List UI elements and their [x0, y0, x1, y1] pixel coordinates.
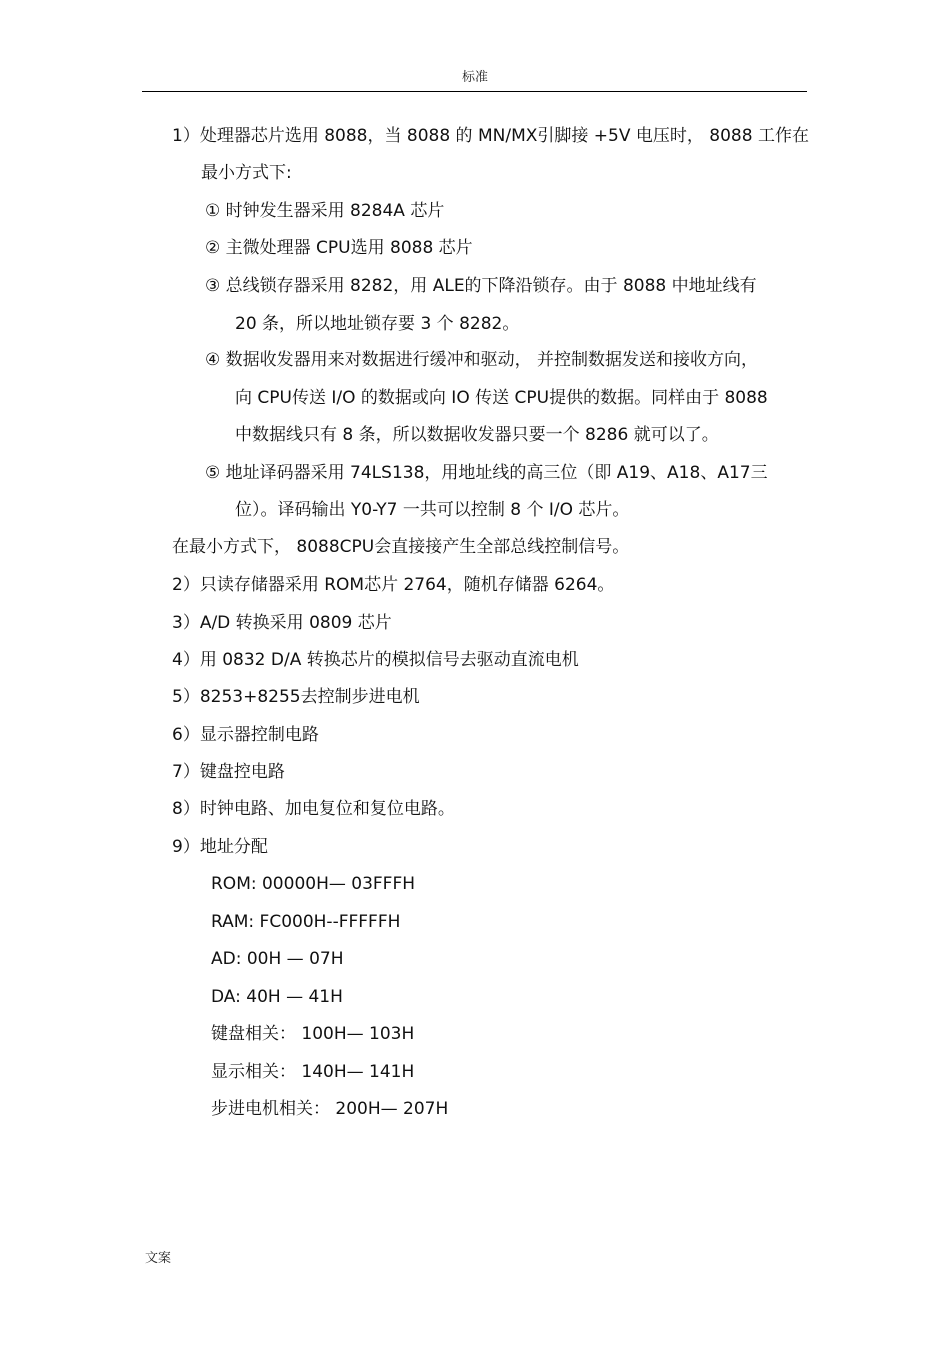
list-item: 2）只读存储器采用 ROM芯片 2764，随机存储器 6264。 [172, 575, 615, 595]
address-ram: RAM: FC000H--FFFFFH [211, 912, 401, 932]
sub-item-4-line-2: 向 CPU传送 I/O 的数据或向 IO 传送 CPU提供的数据。同样由于 8088 [235, 388, 768, 408]
sub-item-3-line-1: ③ 总线锁存器采用 8282，用 ALE的下降沿锁存。由于 8088 中地址线有 [205, 276, 757, 296]
address-keyboard: 键盘相关： 100H— 103H [211, 1024, 415, 1044]
list-item: 4）用 0832 D/A 转换芯片的模拟信号去驱动直流电机 [172, 650, 579, 670]
list-item: 6）显示器控制电路 [172, 725, 319, 745]
sub-item-4-line-3: 中数据线只有 8 条，所以数据收发器只要一个 8286 就可以了。 [235, 425, 719, 445]
header-rule [142, 91, 807, 92]
sub-item-5-line-2: 位）。译码输出 Y0-Y7 一共可以控制 8 个 I/O 芯片。 [235, 500, 630, 520]
sub-item-5-line-1: ⑤ 地址译码器采用 74LS138，用地址线的高三位（即 A19、A18、A17三 [205, 463, 768, 483]
summary-line: 在最小方式下， 8088CPU会直接接产生全部总线控制信号。 [172, 537, 630, 557]
address-stepper: 步进电机相关： 200H— 207H [211, 1099, 449, 1119]
sub-item-1: ① 时钟发生器采用 8284A 芯片 [205, 201, 445, 221]
sub-item-2: ② 主微处理器 CPU选用 8088 芯片 [205, 238, 473, 258]
address-ad: AD: 00H — 07H [211, 949, 344, 969]
item-1-line-1: 1）处理器芯片选用 8088，当 8088 的 MN/MX引脚接 +5V 电压时， 8088 工作在 [172, 126, 809, 146]
page-footer: 文案 [145, 1251, 172, 1266]
list-item: 5）8253+8255去控制步进电机 [172, 687, 420, 707]
list-item: 7）键盘控电路 [172, 762, 285, 782]
item-1-line-2: 最小方式下: [201, 163, 292, 183]
list-item: 8）时钟电路、加电复位和复位电路。 [172, 799, 455, 819]
address-rom: ROM: 00000H— 03FFFH [211, 874, 416, 894]
address-da: DA: 40H — 41H [211, 987, 343, 1007]
sub-item-3-line-2: 20 条，所以地址锁存要 3 个 8282。 [235, 314, 520, 334]
list-item: 9）地址分配 [172, 837, 268, 857]
list-item: 3）A/D 转换采用 0809 芯片 [172, 613, 392, 633]
page-header: 标准 [461, 70, 488, 85]
sub-item-4-line-1: ④ 数据收发器用来对数据进行缓冲和驱动， 并控制数据发送和接收方向， [205, 350, 759, 370]
address-display: 显示相关： 140H— 141H [211, 1062, 415, 1082]
